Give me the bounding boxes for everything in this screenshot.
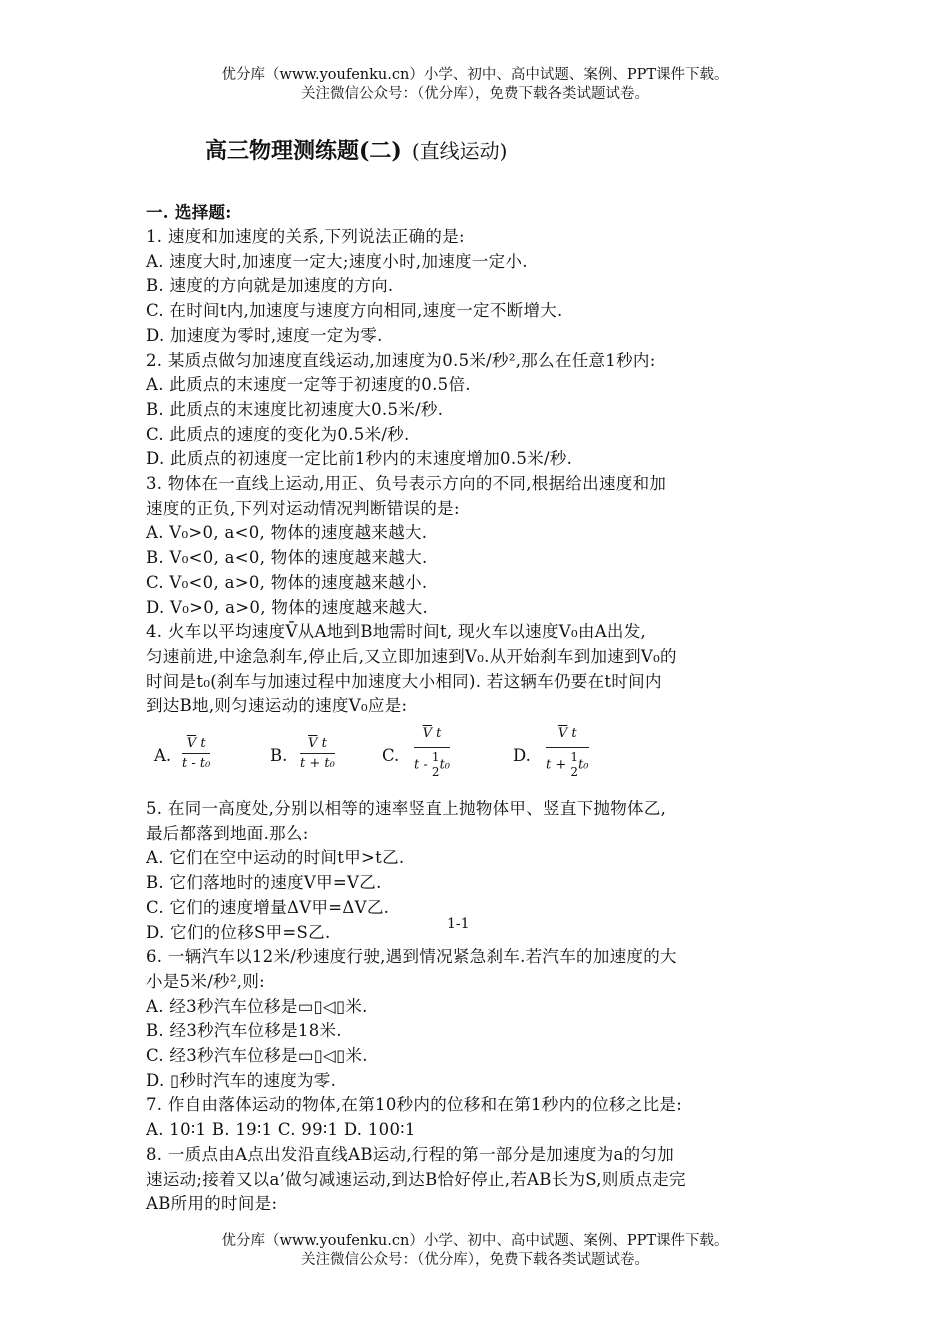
text-line: 匀速前进,中途急刹车,停止后,又立即加速到V₀.从开始刹车到加速到V₀的: [146, 646, 677, 666]
text-line: 速运动;接着又以a’做匀减速运动,到达B恰好停止,若AB长为S,则质点走完: [146, 1169, 686, 1189]
section-heading: 一. 选择题:: [146, 203, 232, 222]
text-line: 到达B地,则匀速运动的速度V₀应是:: [146, 696, 408, 716]
q4-option-d-fraction: $\overline{V}$ t t + 1 2t₀: [546, 726, 589, 779]
q4-option-b-label: B.: [270, 746, 288, 765]
text-line: C. 此质点的速度的变化为0.5米/秒.: [146, 424, 410, 444]
text-line: A. 速度大时,加速度一定大;速度小时,加速度一定小.: [146, 251, 528, 271]
text-line: D. 加速度为零时,速度一定为零.: [146, 325, 383, 345]
header-line-1: 优分库（www.youfenku.cn）小学、初中、高中试题、案例、PPT课件下载。: [221, 67, 729, 83]
text-line: 8. 一质点由A点出发沿直线AB运动,行程的第一部分是加速度为a的匀加: [146, 1144, 675, 1164]
footer-line-2: 关注微信公众号：（优分库），免费下载各类试题试卷。: [301, 1252, 649, 1268]
q4-option-b-fraction: $\frac{\overline{V} t}{\text{t + t₀}}$: [300, 736, 335, 771]
text-line: C. 经3秒汽车位移是▭▯◁▯米.: [146, 1046, 368, 1065]
text-line: 6. 一辆汽车以12米/秒速度行驶,遇到情况紧急刹车.若汽车的加速度的大: [146, 947, 677, 967]
text-line: B. 它们落地时的速度V甲=V乙.: [146, 873, 382, 893]
text-line: D. 此质点的初速度一定比前1秒内的末速度增加0.5米/秒.: [146, 449, 573, 469]
q4-option-c-label: C.: [382, 746, 400, 765]
text-line: 速度的正负,下列对运动情况判断错误的是:: [146, 498, 460, 518]
text-line: B. 速度的方向就是加速度的方向.: [146, 276, 394, 296]
page-title: [205, 134, 507, 165]
page-footer: [0, 1232, 950, 1270]
text-line: 4. 火车以平均速度V̄从A地到B地需时间t, 现火车以速度V₀由A出发,: [146, 622, 647, 642]
text-line: 1. 速度和加速度的关系,下列说法正确的是:: [146, 227, 465, 246]
text-line: 7. 作自由落体运动的物体,在第10秒内的位移和在第1秒内的位移之比是:: [146, 1095, 683, 1115]
text-line: 时间是t₀(刹车与加速过程中加速度大小相同). 若这辆车仍要在t时间内: [146, 671, 662, 691]
q4-option-a-label: A.: [154, 746, 172, 765]
text-line: D. ▯秒时汽车的速度为零.: [146, 1070, 337, 1090]
title-main: 高三物理测练题(二): [205, 138, 402, 164]
title-sub: (直线运动): [411, 139, 508, 163]
text-line: A. 此质点的末速度一定等于初速度的0.5倍.: [146, 375, 471, 395]
text-line: 最后都落到地面.那么:: [146, 823, 309, 843]
text-line: 小是5米/秒²,则:: [146, 971, 265, 991]
text-line: C. 在时间t内,加速度与速度方向相同,速度一定不断增大.: [146, 301, 563, 321]
text-line: A. 10∶1 B. 19∶1 C. 99∶1 D. 100∶1: [146, 1120, 416, 1140]
page-header: [0, 66, 950, 104]
text-line: A. 它们在空中运动的时间t甲>t乙.: [146, 848, 405, 868]
text-line: 3. 物体在一直线上运动,用正、负号表示方向的不同,根据给出速度和加: [146, 474, 667, 493]
q4-option-d-label: D.: [513, 746, 531, 765]
text-line: 2. 某质点做匀加速度直线运动,加速度为0.5米/秒²,那么在任意1秒内:: [146, 350, 656, 370]
text-line: A. 经3秒汽车位移是▭▯◁▯米.: [146, 996, 368, 1016]
text-line: C. 它们的速度增量ΔV甲=ΔV乙.: [146, 897, 390, 917]
text-line: B. 经3秒汽车位移是18米.: [146, 1021, 342, 1041]
q4-option-a-fraction: $\frac{\overline{V} t}{\text{t - t₀}}$: [182, 736, 211, 771]
text-line: B. V₀<0, a<0, 物体的速度越来越大.: [146, 548, 428, 568]
text-line: C. V₀<0, a>0, 物体的速度越来越小.: [146, 572, 428, 592]
header-line-2: 关注微信公众号：（优分库），免费下载各类试题试卷。: [301, 86, 649, 102]
q4-option-c-fraction: $\overline{V}$ t t - 1 2t₀: [414, 726, 450, 779]
footer-line-1: 优分库（www.youfenku.cn）小学、初中、高中试题、案例、PPT课件下载。: [221, 1233, 729, 1249]
text-line: D. 它们的位移S甲=S乙.: [146, 922, 331, 942]
text-line: B. 此质点的末速度比初速度大0.5米/秒.: [146, 399, 444, 419]
text-line: 5. 在同一高度处,分别以相等的速率竖直上抛物体甲、竖直下抛物体乙,: [146, 799, 667, 818]
text-line: D. V₀>0, a>0, 物体的速度越来越大.: [146, 597, 429, 617]
text-line: A. V₀>0, a<0, 物体的速度越来越大.: [146, 523, 428, 543]
text-line: AB所用的时间是:: [146, 1194, 278, 1214]
page-number: 1-1: [447, 916, 470, 932]
